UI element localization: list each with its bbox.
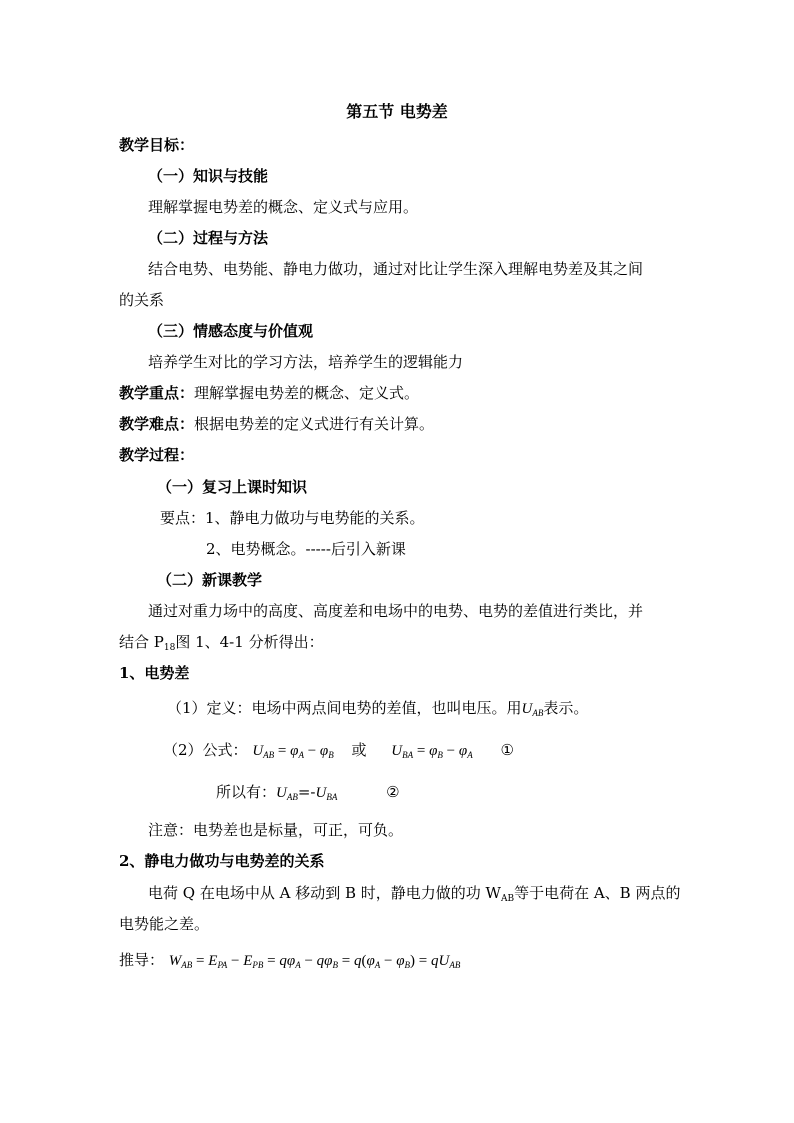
derivation-formula: $W_{AB} = E_{PA} - E_{PB} = q\varphi_A - q\varphi_B = q(\varphi_A - \varphi_B) = qU_{AB}$ <box>168 953 461 970</box>
section-process-text-cont: 的关系 <box>119 291 165 309</box>
work-heading: 2、静电力做功与电势差的关系 <box>119 852 325 870</box>
voltage-relation: 所以有：$U_{AB}=-U_{BA}$ ② <box>216 783 400 802</box>
marker-circle-1: ① <box>500 741 514 759</box>
difficulty-text: 根据电势差的定义式进行有关计算。 <box>194 415 435 433</box>
voltage-definition: （1）定义：电场中两点间电势的差值，也叫电压。用$U_{AB}$表示。 <box>167 699 589 718</box>
derivation: 推导： $W_{AB} = E_{PA} - E_{PB} = q\varphi_A - q\varphi_B = q(\varphi_A - \varphi_B) = qU_{AB}$ <box>119 951 461 970</box>
marker-circle-2: ② <box>386 783 400 801</box>
section-attitude-text: 培养学生对比的学习方法，培养学生的逻辑能力 <box>148 353 464 371</box>
key-point-text: 理解掌握电势差的概念、定义式。 <box>194 384 420 402</box>
section-process-heading: （二）过程与方法 <box>148 229 269 247</box>
work-text-cont: 电势能之差。 <box>119 915 210 933</box>
page-title: 第五节 电势差 <box>346 102 448 121</box>
new-lesson-heading: （二）新课教学 <box>157 571 263 589</box>
formula-uab: $U_{AB} = \varphi_A - \varphi_B$ <box>252 743 334 760</box>
review-heading: （一）复习上课时知识 <box>157 478 308 496</box>
section-knowledge-text: 理解掌握电势差的概念、定义式与应用。 <box>148 198 419 216</box>
objectives-heading: 教学目标： <box>119 136 195 154</box>
formula-uba: $U_{BA} = \varphi_B - \varphi_A$ <box>391 743 473 760</box>
review-point-1: 要点：1、静电力做功与电势能的关系。 <box>160 509 425 527</box>
voltage-formula: （2）公式： $U_{AB} = \varphi_A - \varphi_B$ 或 $U_{BA} = \varphi_B - \varphi_A$ ① <box>163 741 514 760</box>
difficulty <box>119 414 434 434</box>
key-point-label: 教学重点： <box>119 384 195 402</box>
process-heading: 教学过程： <box>119 446 195 464</box>
review-point-2: 2、电势概念。-----后引入新课 <box>206 540 406 558</box>
section-process-text: 结合电势、电势能、静电力做功，通过对比让学生深入理解电势差及其之间 <box>148 260 644 278</box>
key-point <box>119 383 419 403</box>
voltage-heading: 1、电势差 <box>119 664 190 682</box>
voltage-note: 注意：电势差也是标量，可正，可负。 <box>148 821 404 839</box>
difficulty-label: 教学难点： <box>119 415 195 433</box>
new-lesson-intro-cont: 结合 $P_{18}$图 1、4-1 分析得出： <box>119 633 324 653</box>
section-attitude-heading: （三）情感态度与价值观 <box>148 322 314 340</box>
work-text: 电荷 Q 在电场中从 A 移动到 B 时，静电力做的功 $W_{AB}$等于电荷在 A、B 两点的 <box>148 884 681 904</box>
new-lesson-intro: 通过对重力场中的高度、高度差和电场中的电势、电势的差值进行类比，并 <box>148 602 644 620</box>
section-knowledge-heading: （一）知识与技能 <box>148 167 269 185</box>
